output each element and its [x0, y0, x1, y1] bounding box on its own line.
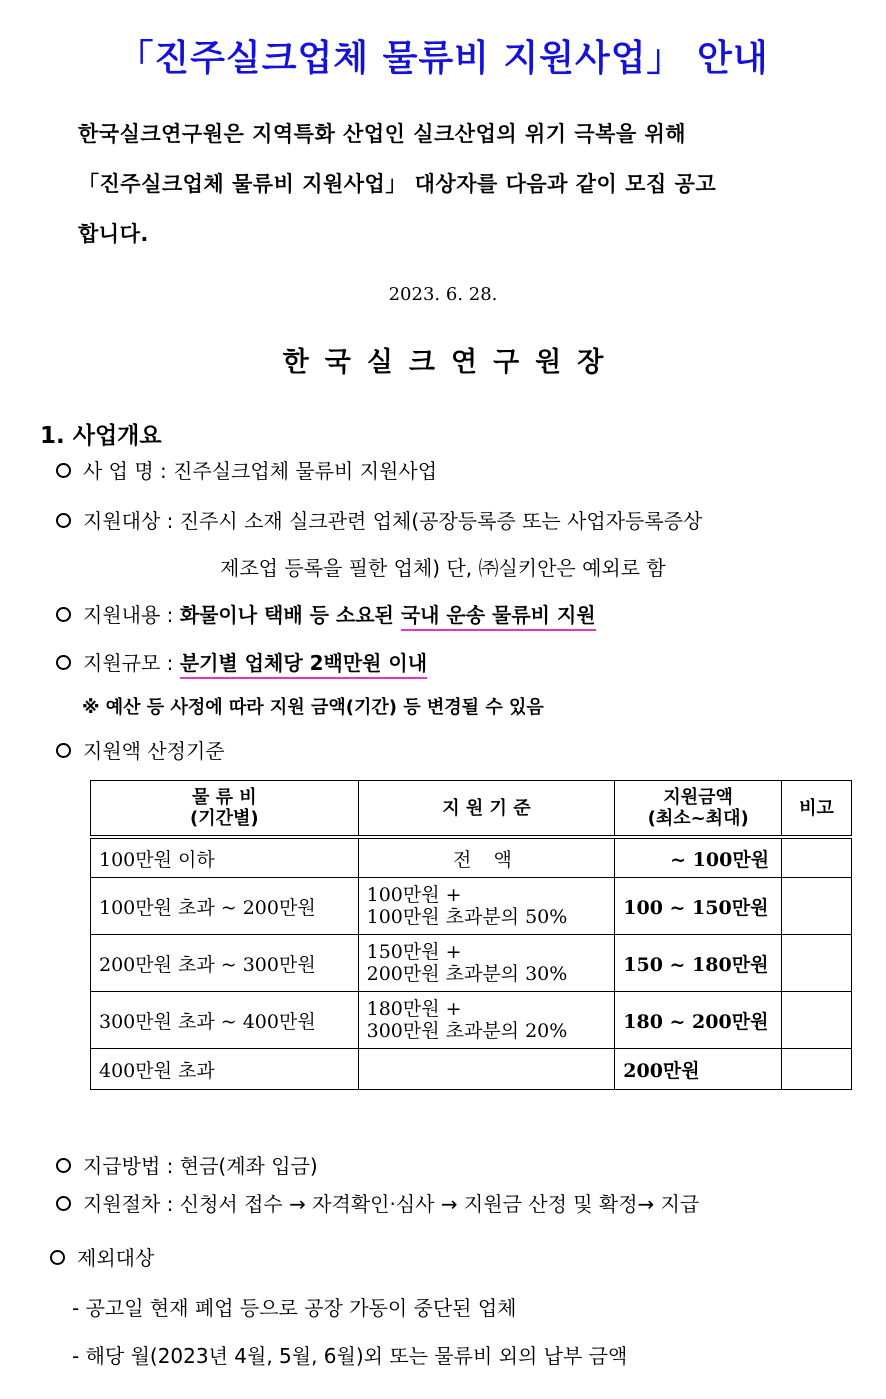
item-project-name [56, 455, 437, 484]
item-scale [56, 647, 427, 676]
criteria-label: 지원액 산정기준 [83, 739, 225, 763]
cell-basis: 180만원 + 300만원 초과분의 20% [358, 992, 615, 1049]
item-target [56, 505, 702, 534]
table-row [91, 992, 852, 1049]
announcement-date: 2023. 6. 28. [388, 284, 498, 305]
header-amount: 지원금액 (최소~최대) [615, 781, 782, 838]
intro-line-1: 한국실크연구원은 지역특화 산업인 실크산업의 위기 극복을 위해 [78, 122, 687, 146]
table-row [91, 878, 852, 935]
item-value: 진주실크업체 물류비 지원사업 [173, 459, 438, 483]
cell-cost: 200만원 초과 ~ 300만원 [91, 935, 359, 992]
cell-basis: 전 액 [358, 837, 615, 878]
header-cost: 물 류 비 (기간별) [91, 781, 359, 838]
item-value: 화물이나 택배 등 소요된 [179, 603, 401, 627]
cell-note [782, 992, 852, 1049]
header-note: 비고 [782, 781, 852, 838]
item-value-highlighted: 국내 운송 물류비 지원 [401, 603, 596, 631]
cell-cost: 100만원 이하 [91, 837, 359, 878]
cell-note [782, 935, 852, 992]
cell-amount: ~ 100만원 [615, 837, 782, 878]
circle-bullet-icon [56, 1196, 71, 1211]
cell-amount: 200만원 [615, 1049, 782, 1090]
organization-name: 한국실크연구원장 [282, 347, 620, 378]
item-label: 지급방법 : [83, 1154, 174, 1178]
table-row [91, 1049, 852, 1090]
item-label: 지원내용 : [83, 603, 174, 627]
item-label: 지원규모 : [83, 651, 174, 675]
cell-amount: 150 ~ 180만원 [615, 935, 782, 992]
cell-note [782, 1049, 852, 1090]
criteria-item [56, 735, 225, 764]
exclusion-item: - 공고일 현재 폐업 등으로 공장 가동이 중단된 업체 [72, 1296, 517, 1320]
item-value: 신청서 접수 → 자격확인·심사 → 지원금 산정 및 확정→ 지급 [179, 1192, 700, 1216]
budget-note: ※ 예산 등 사정에 따라 지원 금액(기간) 등 변경될 수 있음 [82, 697, 544, 718]
item-value: 현금(계좌 입금) [179, 1154, 318, 1178]
exclusion-heading [50, 1242, 154, 1271]
table-header-row [91, 781, 852, 838]
cell-cost: 400만원 초과 [91, 1049, 359, 1090]
item-label: 지원절차 : [83, 1192, 174, 1216]
cell-cost: 100만원 초과 ~ 200만원 [91, 878, 359, 935]
circle-bullet-icon [56, 463, 71, 478]
cell-basis: 150만원 + 200만원 초과분의 30% [358, 935, 615, 992]
circle-bullet-icon [56, 1158, 71, 1173]
item-target-continued: 제조업 등록을 필한 업체) 단, ㈜실키안은 예외로 함 [220, 556, 666, 580]
circle-bullet-icon [56, 607, 71, 622]
cell-note [782, 837, 852, 878]
item-value: 진주시 소재 실크관련 업체(공장등록증 또는 사업자등록증상 [179, 509, 703, 533]
circle-bullet-icon [56, 513, 71, 528]
exclusion-label: 제외대상 [77, 1246, 155, 1270]
item-content [56, 599, 596, 628]
section-heading: 1. 사업개요 [40, 423, 162, 449]
procedure-item [56, 1188, 699, 1217]
item-label: 지원대상 : [83, 509, 174, 533]
exclusion-item: - 해당 월(2023년 4월, 5월, 6월)외 또는 물류비 외의 납부 금액 [72, 1344, 628, 1368]
item-value-highlighted: 분기별 업체당 2백만원 이내 [180, 651, 427, 679]
intro-line-3: 합니다. [78, 222, 149, 246]
cell-note [782, 878, 852, 935]
page-title: 「진주실크업체 물류비 지원사업」 안내 [117, 38, 769, 79]
cell-basis [358, 1049, 615, 1090]
intro-line-2: 「진주실크업체 물류비 지원사업」 대상자를 다음과 같이 모집 공고 [78, 172, 717, 196]
cell-amount: 180 ~ 200만원 [615, 992, 782, 1049]
table-row [91, 935, 852, 992]
circle-bullet-icon [50, 1250, 65, 1265]
payment-item [56, 1150, 318, 1179]
cell-amount: 100 ~ 150만원 [615, 878, 782, 935]
circle-bullet-icon [56, 743, 71, 758]
table-row [91, 837, 852, 878]
support-criteria-table [90, 780, 852, 1090]
cell-basis: 100만원 + 100만원 초과분의 50% [358, 878, 615, 935]
circle-bullet-icon [56, 655, 71, 670]
item-label: 사 업 명 : [83, 459, 167, 483]
cell-cost: 300만원 초과 ~ 400만원 [91, 992, 359, 1049]
header-basis: 지 원 기 준 [358, 781, 615, 838]
